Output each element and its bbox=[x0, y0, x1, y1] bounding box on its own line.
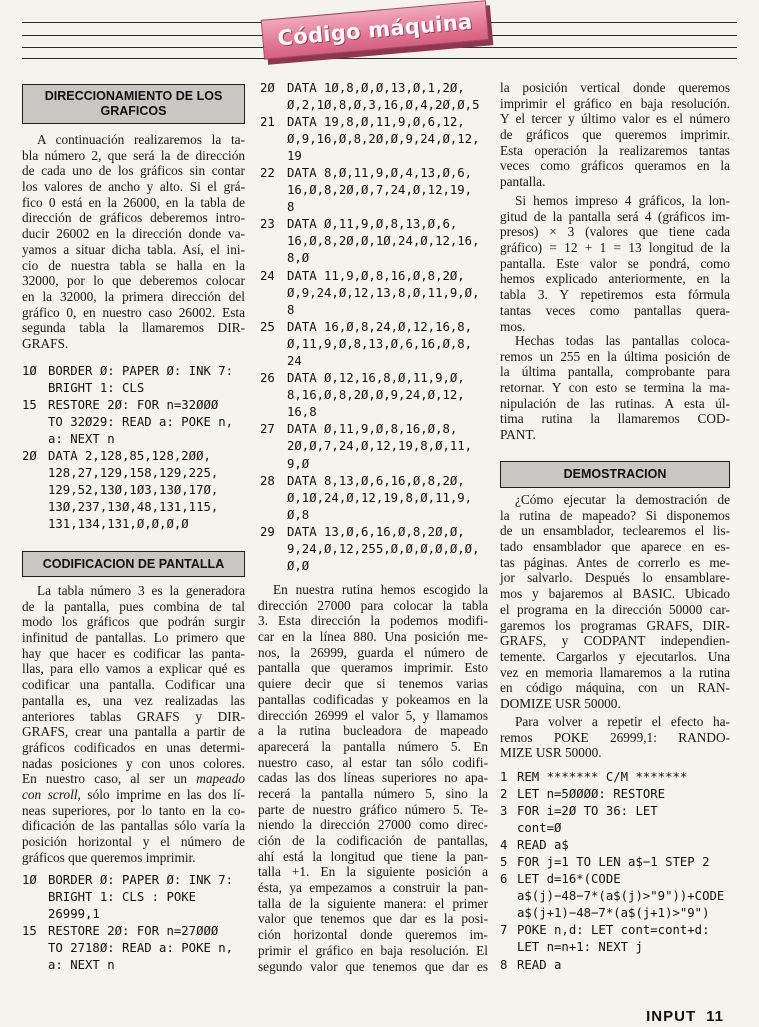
code-text: POKE n,d: LET cont=cont+d: bbox=[517, 923, 710, 938]
code-text: 24 bbox=[287, 354, 302, 368]
section-paragraph bbox=[258, 582, 488, 974]
text-line: nos, la 26999, guarda el número de bbox=[258, 644, 488, 660]
code-line bbox=[260, 507, 489, 524]
header-rule bbox=[22, 58, 737, 59]
text-line: tima rutina la llamaremos COD- bbox=[500, 411, 730, 427]
text-line: mos. bbox=[500, 318, 526, 334]
code-line bbox=[260, 404, 489, 421]
text-line: gráfico 0, en nuestro caso 26002. Esta bbox=[22, 304, 245, 320]
text-line: veces como gráficos queramos en la bbox=[500, 158, 730, 174]
code-line bbox=[260, 541, 489, 558]
text-line: talla de la siguiente manera: el primer bbox=[258, 895, 488, 911]
code-text: Ø,11,9,Ø,8,13,Ø,6,16,Ø,8, bbox=[287, 336, 473, 351]
text-line: recerá la pantalla número 5, sino la bbox=[258, 785, 488, 801]
code-text: 8,Ø bbox=[287, 251, 310, 266]
text-line: niendo la dirección 27000 como direc- bbox=[258, 817, 488, 833]
text-line: temente. Cargarlos y ejecutarlos. Una bbox=[500, 648, 730, 664]
code-text: DATA Ø,11,9,Ø,8,16,Ø,8, bbox=[287, 422, 458, 437]
code-text: FOR i=2Ø TO 36: LET bbox=[517, 803, 658, 818]
text-line: de cada uno de los gráficos sin contar bbox=[22, 163, 245, 179]
text-line: 32000, por lo que deberemos colocar bbox=[22, 273, 245, 289]
magazine-name: INPUT bbox=[646, 1008, 697, 1025]
code-text: a$(j)−48−7*(a$(j)>"9"))+CODE bbox=[517, 889, 725, 904]
text-line: vez en memoria llamaremos a la rutina bbox=[500, 664, 730, 680]
text-line: GRAFS, crear una pantalla a partir de bbox=[22, 724, 245, 740]
text-segment: sólo imprime en las dos lí- bbox=[80, 786, 245, 802]
line-number: 1Ø bbox=[22, 363, 37, 378]
code-text: 128,27,129,158,129,225, bbox=[48, 466, 219, 481]
text-line: Esta operación la realizaremos tantas bbox=[500, 142, 730, 158]
text-line: retornar. Y con esto se termina la ma- bbox=[500, 380, 730, 396]
code-text: 19 bbox=[287, 148, 302, 163]
code-line bbox=[260, 387, 489, 404]
text-line: remos un 255 en la última posición de bbox=[500, 348, 730, 364]
text-line: de un ensamblador, teclearemos el lis- bbox=[500, 523, 730, 539]
text-line: nadas posiciones y con unos colores. bbox=[22, 755, 245, 771]
text-line: neas superiores, por lo tanto en la co- bbox=[22, 802, 245, 818]
code-text: DATA Ø,12,16,8,Ø,11,9,Ø, bbox=[287, 371, 465, 386]
text-line: cadas las dos líneas superiores no apa- bbox=[258, 770, 488, 786]
code-text: RESTORE 2Ø: FOR n=32ØØØ bbox=[48, 397, 219, 412]
line-number: 25 bbox=[260, 319, 275, 334]
code-line bbox=[500, 803, 732, 820]
line-number: 24 bbox=[260, 268, 275, 283]
text-line: segundo valor que tenemos que dar es bbox=[258, 958, 488, 974]
text-line: la última pantalla, comprobante para bbox=[500, 364, 730, 380]
text-line: en código máquina, con un RAN- bbox=[500, 680, 730, 696]
section-paragraph bbox=[22, 583, 245, 865]
text-line: llas, para ello vamos a explicar qué es bbox=[22, 661, 245, 677]
code-text: 13Ø,237,13Ø,48,131,115, bbox=[48, 500, 219, 515]
line-number: 3 bbox=[500, 803, 508, 818]
text-line: 3. Esta dirección la podemos modifi- bbox=[258, 613, 488, 629]
line-number: 28 bbox=[260, 473, 275, 488]
code-line bbox=[260, 233, 489, 250]
text-line: de la pantalla, pues combina de tal bbox=[22, 598, 245, 614]
code-text: 8 bbox=[287, 200, 295, 215]
code-line bbox=[22, 957, 245, 974]
text-line: pantallas codificadas y pokeamos en la bbox=[258, 691, 488, 707]
code-text: DATA 19,8,Ø,11,9,Ø,6,12, bbox=[287, 114, 465, 129]
text-segment: En nuestro caso, al ser un bbox=[22, 771, 197, 787]
text-line: gráfico) = 12 + 1 = 13 longitud de la bbox=[500, 240, 730, 256]
section-heading bbox=[22, 551, 245, 577]
code-text: 131,134,131,Ø,Ø,Ø,Ø bbox=[48, 517, 189, 532]
code-text: 129,52,13Ø,1Ø3,13Ø,17Ø, bbox=[48, 483, 219, 498]
code-line bbox=[260, 165, 489, 182]
code-text: DATA 11,9,Ø,8,16,Ø,8,2Ø, bbox=[287, 268, 465, 283]
code-text: 8,16,Ø,8,2Ø,Ø,9,24,Ø,12, bbox=[287, 388, 465, 403]
code-text: Ø,9,24,Ø,12,13,8,Ø,11,9,Ø, bbox=[287, 285, 480, 300]
text-line: nipulación de las rutinas. A esta úl- bbox=[500, 395, 730, 411]
code-line bbox=[260, 370, 489, 387]
code-text: Ø,1Ø,24,Ø,12,19,8,Ø,11,9, bbox=[287, 490, 473, 505]
text-line: el programa en la dirección 50000 car- bbox=[500, 601, 730, 617]
code-line bbox=[260, 473, 489, 490]
text-line: nuestro caso, al estar tan sólo codifi- bbox=[258, 754, 488, 770]
code-line bbox=[260, 250, 489, 267]
code-text: 16,Ø,8,2Ø,Ø,1Ø,24,Ø,12,16, bbox=[287, 234, 480, 249]
code-text: BRIGHT 1: CLS bbox=[48, 380, 145, 395]
text-line: talla +1. En la siguiente posición a bbox=[258, 864, 488, 880]
line-number: 29 bbox=[260, 524, 275, 539]
text-line: ahí está la longitud que tiene la pan- bbox=[258, 848, 488, 864]
code-line bbox=[260, 268, 489, 285]
code-line bbox=[260, 438, 489, 455]
code-text: READ a$ bbox=[517, 837, 569, 852]
code-line bbox=[500, 871, 732, 888]
code-line bbox=[500, 786, 732, 803]
text-line: los valores de ancho y alto. Si el grá- bbox=[22, 179, 245, 195]
section-paragraph bbox=[500, 714, 730, 761]
line-number: 15 bbox=[22, 924, 37, 939]
text-line: a la rutina bucleadora de mapeado bbox=[258, 723, 488, 739]
text-line: cio de nuestra tabla se halla en la bbox=[22, 257, 245, 273]
code-line bbox=[22, 363, 245, 380]
text-line: gráficos que queremos imprimir. bbox=[22, 849, 196, 865]
code-line bbox=[260, 490, 489, 507]
text-line: jor salvarlo. Después lo ensamblare- bbox=[500, 570, 730, 586]
text-line: fico 0 está en la 26000, en la tabla de bbox=[22, 194, 245, 210]
text-line: anteriores tablas GRAFS y DIR- bbox=[22, 708, 245, 724]
text-line: imprimir el gráfico en baja resolución. bbox=[500, 95, 730, 111]
text-line: ¿Cómo ejecutar la demostración de bbox=[515, 492, 730, 507]
code-text: DATA Ø,11,9,Ø,8,13,Ø,6, bbox=[287, 217, 458, 232]
code-line bbox=[260, 114, 489, 131]
code-line bbox=[500, 837, 732, 854]
text-line: yamos a situar dicha tabla. Así, el ini- bbox=[22, 241, 245, 257]
code-text: 16,Ø,8,2Ø,Ø,7,24,Ø,12,19, bbox=[287, 183, 473, 198]
code-text: Ø,8 bbox=[287, 507, 310, 522]
code-line bbox=[260, 131, 489, 148]
code-text: a$(j+1)−48−7*(a$(j+1)>"9") bbox=[517, 906, 710, 921]
code-text: Ø,2,1Ø,8,Ø,3,16,Ø,4,2Ø,Ø,5 bbox=[287, 97, 480, 112]
code-line bbox=[22, 889, 245, 906]
code-line bbox=[22, 499, 245, 516]
code-text: DATA 8,Ø,11,9,Ø,4,13,Ø,6, bbox=[287, 165, 473, 180]
code-line bbox=[260, 302, 489, 319]
text-line: DOMIZE USR 50000. bbox=[500, 695, 621, 711]
italic-text: mapeado bbox=[196, 771, 245, 787]
code-line bbox=[260, 199, 489, 216]
code-text: DATA 1Ø,8,Ø,Ø,13,Ø,1,2Ø, bbox=[287, 80, 465, 95]
code-text: LET d=16*(CODE bbox=[517, 872, 621, 887]
text-line: en la 32000, la primera dirección del bbox=[22, 288, 245, 304]
line-number: 15 bbox=[22, 397, 37, 412]
code-text: 26999,1 bbox=[48, 907, 100, 922]
section-heading-line: DEMOSTRACION bbox=[563, 467, 667, 481]
text-line: primir el gráfico en baja resolución. El bbox=[258, 942, 488, 958]
code-text: REM ******* C/M ******* bbox=[517, 769, 688, 784]
code-text: LET n=5ØØØØ: RESTORE bbox=[517, 786, 666, 801]
code-line bbox=[22, 431, 245, 448]
code-line bbox=[260, 148, 489, 165]
text-line: de gráficos que queremos imprimir. bbox=[500, 127, 730, 143]
code-line bbox=[500, 939, 732, 956]
line-number: 7 bbox=[500, 923, 508, 938]
code-listing bbox=[22, 872, 245, 975]
code-text: a: NEXT n bbox=[48, 958, 115, 973]
text-line: gráficos codificados en unas determi- bbox=[22, 739, 245, 755]
line-number: 8 bbox=[500, 957, 508, 972]
code-text: DATA 16,Ø,8,24,Ø,12,16,8, bbox=[287, 319, 473, 334]
text-line: GRAFS, y CODPANT independien- bbox=[500, 633, 730, 649]
code-line bbox=[260, 285, 489, 302]
text-line: dirección de gráficos deberemos intro- bbox=[22, 210, 245, 226]
line-number: 6 bbox=[500, 872, 508, 887]
text-line: GRAFS. bbox=[22, 335, 69, 351]
code-listing bbox=[22, 363, 245, 534]
code-line bbox=[22, 414, 245, 431]
text-line: modo los gráficos que podrán surgir bbox=[22, 614, 245, 630]
text-line: En nuestra rutina hemos escogido la bbox=[273, 582, 488, 597]
line-number: 26 bbox=[260, 371, 275, 386]
code-text: FOR j=1 TO LEN a$−1 STEP 2 bbox=[517, 854, 710, 869]
code-line bbox=[260, 216, 489, 233]
text-line: pantalla que queramos imprimir. Esto bbox=[258, 660, 488, 676]
code-text: 8 bbox=[287, 302, 295, 317]
text-line: car en la línea 880. Una posición me- bbox=[258, 629, 488, 645]
code-line bbox=[500, 820, 732, 837]
section-title: Código máquina bbox=[276, 9, 474, 51]
text-line: A continuación realizaremos la ta- bbox=[37, 132, 245, 147]
code-text: 2Ø,Ø,7,24,Ø,12,19,8,Ø,11, bbox=[287, 439, 473, 454]
code-text: TO 32Ø29: READ a: POKE n, bbox=[48, 414, 234, 429]
code-line bbox=[22, 465, 245, 482]
section-heading-line: GRAFICOS bbox=[100, 104, 167, 118]
code-line bbox=[260, 336, 489, 353]
code-text: 9,24,Ø,12,255,Ø,Ø,Ø,Ø,Ø,Ø, bbox=[287, 542, 480, 557]
section-paragraph bbox=[500, 333, 730, 443]
text-line: segunda tabla la llamaremos DIR- bbox=[22, 320, 245, 336]
section-paragraph bbox=[500, 193, 730, 334]
code-text: BORDER Ø: PAPER Ø: INK 7: bbox=[48, 873, 234, 887]
page-number: 11 bbox=[706, 1008, 724, 1025]
line-number: 23 bbox=[260, 217, 275, 232]
code-line bbox=[260, 421, 489, 438]
page-footer bbox=[646, 1008, 724, 1026]
text-line: la rutina de mapeado? Si disponemos bbox=[500, 507, 730, 523]
code-listing bbox=[500, 769, 732, 974]
code-text: BRIGHT 1: CLS : POKE bbox=[48, 890, 197, 905]
text-line: hay que hacer es codificar las panta- bbox=[22, 645, 245, 661]
text-line: tado ensamblador que aparece en es- bbox=[500, 539, 730, 555]
text-line: quiere decir que si tenemos varias bbox=[258, 676, 488, 692]
line-number: 2Ø bbox=[260, 80, 275, 95]
code-line bbox=[260, 456, 489, 473]
text-line: tabla 3. Y repetiremos esta fórmula bbox=[500, 287, 730, 303]
code-text: a: NEXT n bbox=[48, 431, 115, 446]
italic-text: con scroll, bbox=[22, 786, 81, 802]
code-line bbox=[500, 905, 732, 922]
section-paragraph bbox=[22, 132, 245, 352]
text-line: aparecerá la pantalla número 5. En bbox=[258, 738, 488, 754]
section-paragraph bbox=[500, 80, 730, 190]
text-line: Y el tercer y último valor es el número bbox=[500, 111, 730, 127]
code-text: DATA 8,13,Ø,6,16,Ø,8,2Ø, bbox=[287, 473, 465, 488]
code-line bbox=[500, 769, 732, 786]
section-paragraph bbox=[500, 492, 730, 712]
code-line bbox=[260, 524, 489, 541]
code-line bbox=[22, 380, 245, 397]
section-heading-line: DIRECCIONAMIENTO DE LOS bbox=[44, 89, 223, 103]
text-line: Si hemos impreso 4 gráficos, la lon- bbox=[515, 193, 730, 208]
text-line: pantalla. Este valor se pondrá, como bbox=[500, 255, 730, 271]
code-line bbox=[22, 482, 245, 499]
line-number: 21 bbox=[260, 114, 275, 129]
code-line bbox=[22, 940, 245, 957]
code-text: RESTORE 2Ø: FOR n=27ØØØ bbox=[48, 924, 219, 939]
code-line bbox=[22, 906, 245, 923]
text-line: La tabla número 3 es la generadora bbox=[37, 583, 245, 598]
code-text: Ø,Ø bbox=[287, 559, 310, 574]
text-line: dirección 26999 el valor 5, y llamamos bbox=[258, 707, 488, 723]
text-line: infinitud de pantallas. Lo primero que bbox=[22, 630, 245, 646]
code-text: Ø,9,16,Ø,8,2Ø,Ø,9,24,Ø,12, bbox=[287, 131, 480, 146]
code-line bbox=[22, 397, 245, 414]
text-line: dirección 27000 para colocar la tabla bbox=[258, 597, 488, 613]
line-number: 2Ø bbox=[22, 448, 37, 463]
code-text: READ a bbox=[517, 957, 562, 972]
text-line: tantas veces como pantallas quera- bbox=[500, 302, 730, 318]
code-line bbox=[500, 957, 732, 974]
text-line: parte de nuestro gráfico número 5. Te- bbox=[258, 801, 488, 817]
code-text: 9,Ø bbox=[287, 456, 310, 471]
code-line bbox=[22, 516, 245, 533]
text-line: pantalla es, una vez realizadas las bbox=[22, 692, 245, 708]
code-line bbox=[260, 353, 489, 370]
code-line bbox=[22, 448, 245, 465]
code-line bbox=[500, 922, 732, 939]
line-number: 22 bbox=[260, 165, 275, 180]
code-line bbox=[260, 97, 489, 114]
line-number: 4 bbox=[500, 837, 508, 852]
code-line bbox=[22, 923, 245, 940]
text-line bbox=[22, 771, 245, 787]
text-line: bla número 2, que será la de dirección bbox=[22, 147, 245, 163]
code-text: cont=Ø bbox=[517, 820, 562, 835]
code-listing bbox=[260, 80, 489, 576]
code-line bbox=[260, 558, 489, 575]
line-number: 27 bbox=[260, 422, 275, 437]
code-text: BORDER Ø: PAPER Ø: INK 7: bbox=[48, 363, 234, 378]
line-number: 2 bbox=[500, 786, 508, 801]
text-line: ción horizontal donde queremos im- bbox=[258, 927, 488, 943]
text-line: ción de la codificación de pantallas, bbox=[258, 833, 488, 848]
text-line: valor que tenemos que dar es la posi- bbox=[258, 911, 488, 927]
code-line bbox=[260, 182, 489, 199]
text-line: ésta, ya empezamos a construir la pan- bbox=[258, 880, 488, 896]
text-line: remos POKE 26999,1: RANDO- bbox=[500, 729, 730, 745]
section-heading-line: CODIFICACION DE PANTALLA bbox=[42, 557, 225, 571]
text-line: gitud de la pantalla será 4 (gráficos im- bbox=[500, 208, 730, 224]
text-line: dificación de las pantallas sólo varía la bbox=[22, 818, 245, 834]
text-line: presos) × 3 (valores que tiene cada bbox=[500, 224, 730, 240]
text-line: ducir 26002 en la dirección donde va- bbox=[22, 226, 245, 242]
code-text: LET n=n+1: NEXT j bbox=[517, 940, 643, 955]
text-line bbox=[22, 787, 245, 803]
text-line: pantalla. bbox=[500, 174, 546, 190]
line-number: 5 bbox=[500, 854, 508, 869]
code-text: DATA 13,Ø,6,16,Ø,8,2Ø,Ø, bbox=[287, 524, 465, 539]
code-line bbox=[500, 854, 732, 871]
line-number: 1 bbox=[500, 769, 508, 784]
text-line: Para volver a repetir el efecto ha- bbox=[515, 714, 730, 729]
code-line bbox=[260, 319, 489, 336]
code-line bbox=[500, 888, 732, 905]
text-line: PANT. bbox=[500, 427, 536, 443]
text-line: la posición vertical donde queremos bbox=[500, 80, 730, 95]
text-line: hemos explicado anteriormente, en la bbox=[500, 271, 730, 287]
section-heading bbox=[22, 84, 245, 124]
text-line: tas páginas. Antes de correrlo es me- bbox=[500, 554, 730, 570]
code-line bbox=[260, 80, 489, 97]
code-text: 16,8 bbox=[287, 405, 317, 420]
code-line bbox=[22, 872, 245, 889]
text-line: garemos los programas GRAFS, DIR- bbox=[500, 617, 730, 633]
text-line: posición horizontal y el número de bbox=[22, 834, 245, 849]
code-text: DATA 2,128,85,128,2ØØ, bbox=[48, 448, 211, 463]
text-line: MIZE USR 50000. bbox=[500, 745, 602, 761]
code-text: TO 2718Ø: READ a: POKE n, bbox=[48, 941, 234, 956]
section-heading bbox=[500, 461, 730, 488]
line-number: 1Ø bbox=[22, 873, 37, 887]
text-line: codificar una pantalla. Codificar una bbox=[22, 677, 245, 693]
text-line: Hechas todas las pantallas coloca- bbox=[515, 333, 730, 348]
text-line: mos y bajaremos al BASIC. Ubicado bbox=[500, 586, 730, 602]
